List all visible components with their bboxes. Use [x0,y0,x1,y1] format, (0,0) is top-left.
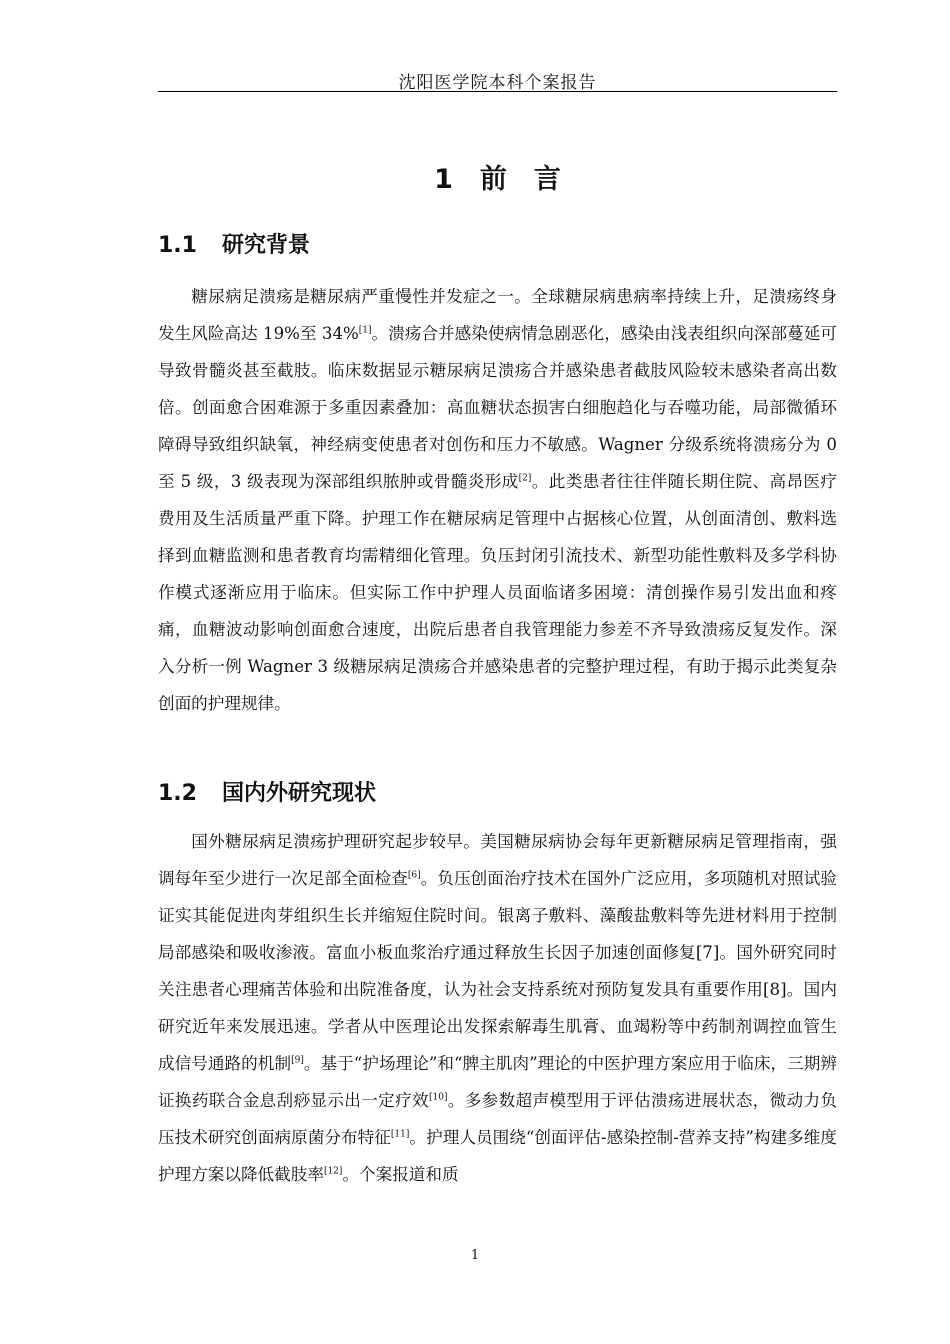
citation: [2] [518,473,532,484]
paragraph-research-background [158,278,837,722]
section-title: 研究背景 [222,233,311,258]
header-rule [158,91,837,92]
paragraph-text: 。负压创面治疗技术在国外广泛应用，多项随机对照试验证实其能促进肉芽组织生长并缩短住院时间。银离子敷料、藻酸盐敷料等先进材料用于控制局部感染和吸收渗液。富血小板血浆治疗通过释放生长因子加速创面修复[7]。国外研究同时关注患者心理痛苦体验和出院准备度，认为社会支持系统对预防复发具有重要作用[8]。国内研究近年来发展迅速。学者从中医理论出发探索解毒生肌膏、血竭粉等中药制剂调控血管生成信号通路的机制 [158,869,837,1073]
citation: [12] [323,1166,343,1177]
paragraph-text: 。个案报道和质 [342,1165,459,1184]
paragraph-text: 。多参数超声模型用于评估溃疡进展状态，微动力负压技术研究创面病原菌分布特征 [158,1091,838,1147]
chapter-title: 1 前 言 [434,164,561,195]
paragraph-text: 。溃疡合并感染使病情急剧恶化，感染由浅表组织向深部蔓延可导致骨髓炎甚至截肢。临床数据显示糖尿病足溃疡合并感染患者截肢风险较未感染者高出数倍。创面愈合困难源于多重因素叠加：高血糖状态损害白细胞趋化与吞噬功能，局部微循环障碍导致组织缺氧，神经病变使患者对创伤和压力不敏感。Wagner 分级系统将溃疡分为 0 至 5 级，3 级表现为深部组织脓肿或骨髓炎形成 [158,324,837,491]
paragraph-text: 国外糖尿病足溃疡护理研究起步较早。美国糖尿病协会每年更新糖尿病足管理指南，强调每年至少进行一次足部全面检查 [158,832,837,888]
section-heading-1-2 [158,776,376,807]
section-title: 国内外研究现状 [222,781,377,806]
section-number: 1.2 [158,781,197,806]
section-heading-1-1 [158,228,310,259]
page-number: 1 [470,1248,480,1263]
citation: [6] [407,870,421,881]
paragraph-text: 。护理人员围绕“创面评估-感染控制-营养支持”构建多维度护理方案以降低截肢率 [158,1128,837,1184]
citation: [9] [291,1055,304,1066]
paragraph-text: 糖尿病足溃疡是糖尿病严重慢性并发症之一。全球糖尿病患病率持续上升，足溃疡终身发生风险高达 19%至 34% [158,287,837,343]
running-header: 沈阳医学院本科个案报告 [398,73,597,93]
section-number: 1.1 [158,233,197,258]
citation: [10] [428,1092,448,1103]
paragraph-research-status [158,823,837,1193]
citation: [11] [390,1129,410,1140]
citation: [1] [358,325,372,336]
paragraph-text: 。此类患者往往伴随长期住院、高昂医疗费用及生活质量严重下降。护理工作在糖尿病足管理中占据核心位置，从创面清创、敷料选择到血糖监测和患者教育均需精细化管理。负压封闭引流技术、新型功能性敷料及多学科协作模式逐渐应用于临床。但实际工作中护理人员面临诸多困境：清创操作易引发出血和疼痛，血糖波动影响创面愈合速度，出院后患者自我管理能力参差不齐导致溃疡反复发作。深入分析一例 Wagner 3 级糖尿病足溃疡合并感染患者的完整护理过程，有助于揭示此类复杂创面的护理规律。 [158,472,837,713]
paragraph-text: 。基于“护场理论”和“脾主肌肉”理论的中医护理方案应用于临床，三期辨证换药联合金息刮痧显示出一定疗效 [158,1054,838,1110]
